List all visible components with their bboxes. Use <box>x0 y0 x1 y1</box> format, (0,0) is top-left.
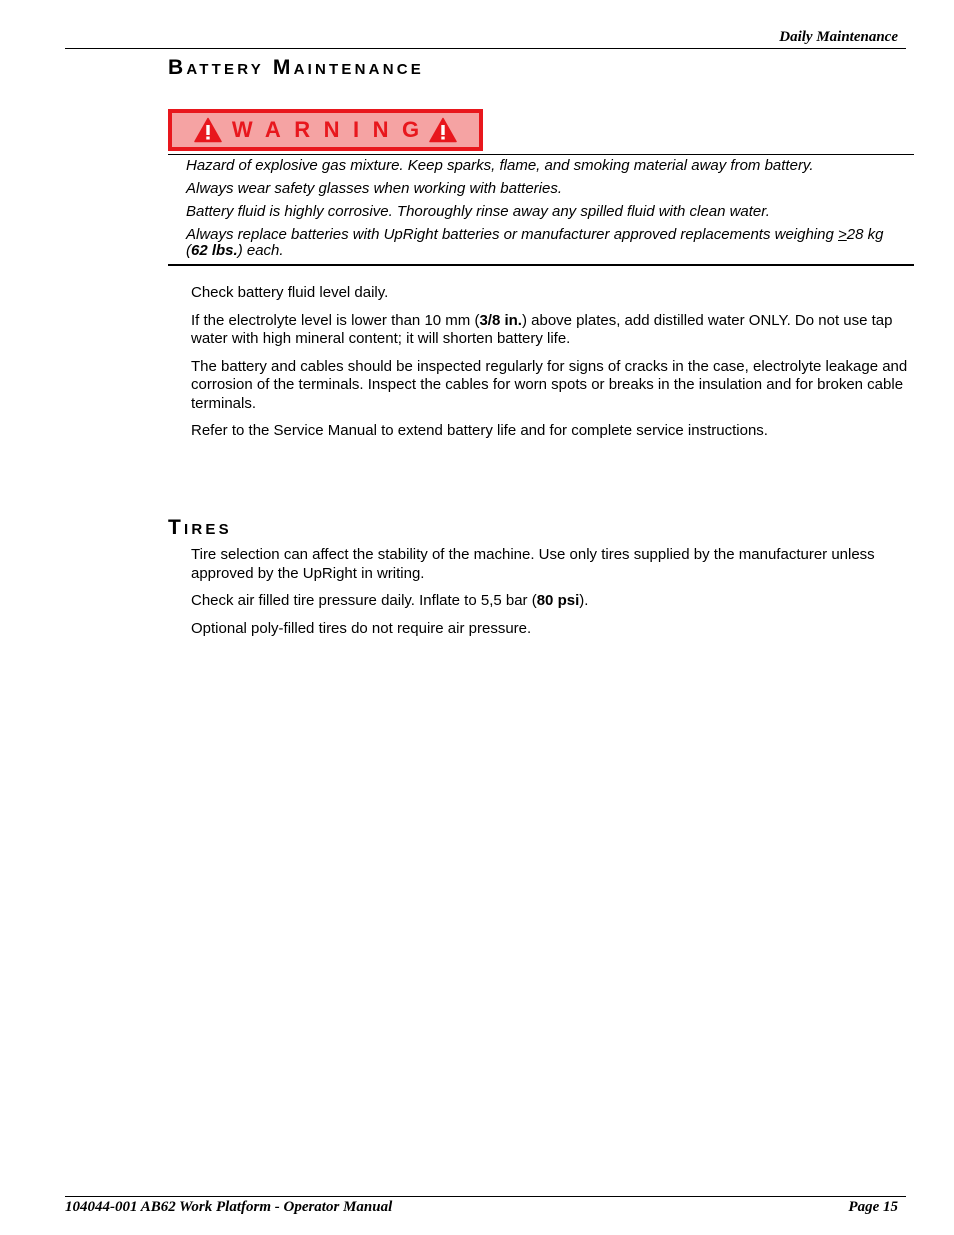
paragraph: Check air filled tire pressure daily. Inflate to 5,5 bar (80 psi). <box>191 592 589 609</box>
battery-instructions <box>191 284 914 450</box>
paragraph: Check battery fluid level daily. <box>191 284 389 301</box>
warning-note: Always replace batteries with UpRight batteries or manufacturer approved replacements weighing >28 kg (62 lbs.) each. <box>186 226 884 259</box>
running-header <box>65 26 906 49</box>
battery-maintenance-heading: Battery Maintenance <box>168 56 424 79</box>
warning-banner <box>168 109 483 151</box>
warning-note: Battery fluid is highly corrosive. Thoroughly rinse away any spilled fluid with clean water. <box>186 203 770 220</box>
header-section-title: Daily Maintenance <box>779 29 898 45</box>
paragraph: The battery and cables should be inspected regularly for signs of cracks in the case, electrolyte leakage and corrosion of the terminals. Inspect the cables for worn spots or breaks in the insulation and for broken cable terminals. <box>191 357 908 412</box>
paragraph: Optional poly-filled tires do not require air pressure. <box>191 619 532 637</box>
warning-label: WARNING <box>231 117 433 142</box>
tires-heading: Tires <box>168 516 232 539</box>
paragraph: Tire selection can affect the stability of the machine. Use only tires supplied by the manufacturer unless approved by the UpRight in writing. <box>191 546 875 582</box>
warning-triangle-icon <box>429 117 457 143</box>
paragraph: Refer to the Service Manual to extend battery life and for complete service instructions. <box>191 422 768 439</box>
page-number: Page 15 <box>848 1199 898 1215</box>
tires-instructions <box>191 546 914 647</box>
warning-notes <box>168 154 914 266</box>
warning-note: Hazard of explosive gas mixture. Keep sparks, flame, and smoking material away from battery. <box>186 157 814 174</box>
warning-note: Always wear safety glasses when working with batteries. <box>186 180 562 197</box>
document-title: 104044-001 AB62 Work Platform - Operator Manual <box>65 1199 393 1215</box>
warning-triangle-icon <box>194 117 222 143</box>
paragraph: If the electrolyte level is lower than 10 mm (3/8 in.) above plates, add distilled water ONLY. Do not use tap water with high mineral content; it will shorten battery life. <box>191 311 893 347</box>
running-footer <box>65 1196 906 1220</box>
